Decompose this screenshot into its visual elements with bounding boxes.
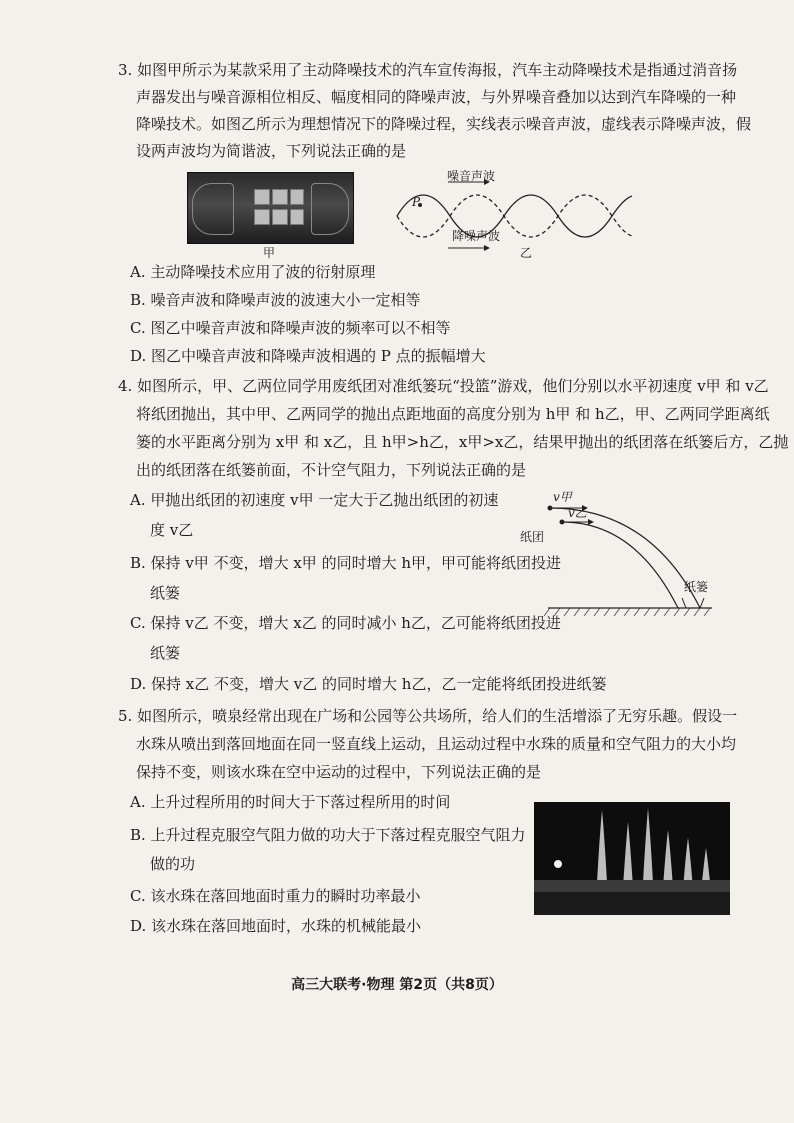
q3-option-a: A. 主动降噪技术应用了波的衍射原理 — [130, 263, 376, 281]
q5-option-b-cont: 做的功 — [150, 855, 196, 873]
q5-option-a: A. 上升过程所用的时间大于下落过程所用的时间 — [130, 793, 451, 811]
q3-line-2: 声器发出与噪音源相位相反、幅度相同的降噪声波，与外界噪音叠加以达到汽车降噪的一种 — [136, 88, 737, 106]
fountain-photo — [534, 802, 730, 915]
q4-option-a-cont: 度 v乙 — [150, 521, 194, 539]
q3-option-d: D. 图乙中噪音声波和降噪声波相遇的 P 点的振幅增大 — [130, 347, 486, 365]
v-yi-label: v乙 — [568, 506, 587, 520]
paper-ball-label: 纸团 — [520, 530, 545, 544]
q4-option-b-cont: 纸篓 — [150, 584, 181, 602]
q3-option-c: C. 图乙中噪音声波和降噪声波的频率可以不相等 — [130, 319, 451, 337]
wave-diagram — [392, 168, 642, 260]
v-jia-label: v甲 — [553, 490, 572, 504]
q4-option-a: A. 甲抛出纸团的初速度 v甲 一定大于乙抛出纸团的初速 — [130, 491, 499, 509]
q4-line-1: 4. 如图所示，甲、乙两位同学用废纸团对准纸篓玩“投篮”游戏，他们分别以水平初速度 v甲 和 v乙 — [118, 377, 769, 395]
q4-line-3: 篓的水平距离分别为 x甲 和 x乙，且 h甲>h乙，x甲>x乙，结果甲抛出的纸团落在纸篓后方，乙抛 — [136, 433, 789, 451]
q4-option-d: D. 保持 x乙 不变，增大 v乙 的同时增大 h乙，乙一定能将纸团投进纸篓 — [130, 675, 607, 693]
fig-jia-caption: 甲 — [263, 246, 276, 260]
projectile-diagram — [540, 486, 720, 618]
q5-line-2: 水珠从喷出到落回地面在同一竖直线上运动，且运动过程中水珠的质量和空气阻力的大小均 — [136, 735, 737, 753]
q4-option-c-cont: 纸篓 — [150, 644, 181, 662]
denoise-wave-label: 降噪声波 — [452, 229, 501, 243]
q5-option-b: B. 上升过程克服空气阻力做的功大于下落过程克服空气阻力 — [130, 826, 526, 844]
q3-option-b: B. 噪音声波和降噪声波的波速大小一定相等 — [130, 291, 421, 309]
basket-label: 纸篓 — [684, 580, 709, 594]
q5-option-d: D. 该水珠在落回地面时，水珠的机械能最小 — [130, 917, 422, 935]
q5-line-3: 保持不变，则该水珠在空中运动的过程中，下列说法正确的是 — [136, 763, 542, 781]
q4-line-2: 将纸团抛出，其中甲、乙两同学的抛出点距地面的高度分别为 h甲 和 h乙，甲、乙两同学距离纸 — [136, 405, 770, 423]
car-poster-photo — [187, 172, 354, 244]
fig-yi-caption: 乙 — [520, 246, 533, 260]
q3-line-4: 设两声波均为简谐波，下列说法正确的是 — [136, 142, 407, 160]
q3-line-1: 3. 如图甲所示为某款采用了主动降噪技术的汽车宣传海报，汽车主动降噪技术是指通过消音扬 — [118, 61, 738, 79]
q3-line-3: 降噪技术。如图乙所示为理想情况下的降噪过程，实线表示噪音声波，虚线表示降噪声波，假 — [136, 115, 752, 133]
q5-line-1: 5. 如图所示，喷泉经常出现在广场和公园等公共场所，给人们的生活增添了无穷乐趣。假设一 — [118, 707, 738, 725]
noise-wave-label: 噪音声波 — [447, 169, 496, 183]
q5-option-c: C. 该水珠在落回地面时重力的瞬时功率最小 — [130, 887, 421, 905]
page-footer: 高三大联考·物理 第2页（共8页） — [291, 977, 503, 993]
q4-option-c: C. 保持 v乙 不变，增大 x乙 的同时减小 h乙，乙可能将纸团投进 — [130, 614, 561, 632]
q4-option-b: B. 保持 v甲 不变，增大 x甲 的同时增大 h甲，甲可能将纸团投进 — [130, 554, 561, 572]
point-p-label: P — [412, 195, 421, 209]
q4-line-4: 出的纸团落在纸篓前面，不计空气阻力，下列说法正确的是 — [136, 461, 527, 479]
